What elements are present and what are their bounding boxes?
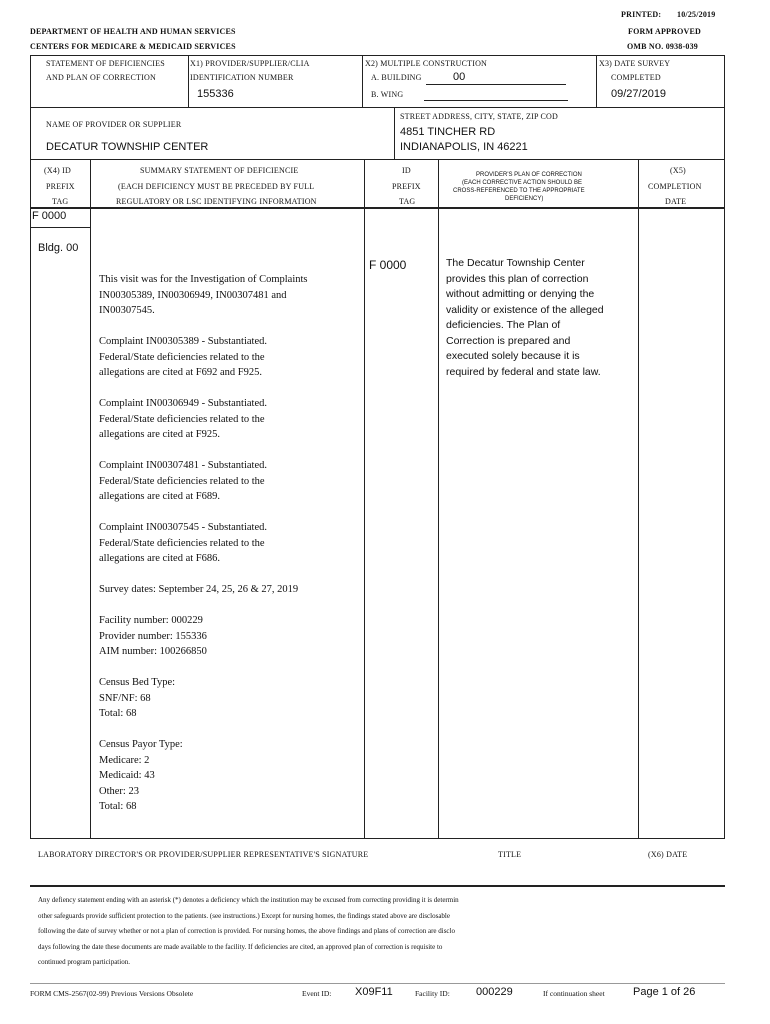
summary-line: Complaint IN00306949 - Substantiated. xyxy=(99,398,267,409)
statement-label-1: STATEMENT OF DEFICIENCIES xyxy=(46,59,165,68)
x1-label-1: X1) PROVIDER/SUPPLIER/CLIA xyxy=(190,59,310,68)
x5-label-3: DATE xyxy=(665,197,687,206)
x5-label-2: COMPLETION xyxy=(648,182,702,191)
poc-label-1: PROVIDER'S PLAN OF CORRECTION xyxy=(476,172,582,178)
id-label-2: PREFIX xyxy=(392,182,421,191)
summary-line: Medicaid: 43 xyxy=(99,770,155,781)
poc-line: provides this plan of correction xyxy=(446,272,589,285)
building-tag: Bldg. 00 xyxy=(38,242,79,254)
department-title: DEPARTMENT OF HEALTH AND HUMAN SERVICES xyxy=(30,27,236,36)
omb-number: OMB NO. 0938-039 xyxy=(627,42,698,51)
summary-line: Federal/State deficiencies related to the xyxy=(99,351,265,363)
summary-line: Total: 68 xyxy=(99,708,137,719)
printed-date: 10/25/2019 xyxy=(677,10,716,19)
table-bottom-rule xyxy=(30,838,725,839)
summary-line: Complaint IN00305389 - Substantiated. xyxy=(99,336,267,347)
summary-line: SNF/NF: 68 xyxy=(99,692,151,704)
disclaimer-line: continued program participation. xyxy=(38,958,130,966)
x1-label-2: IDENTIFICATION NUMBER xyxy=(190,73,294,82)
summary-line: Complaint IN00307545 - Substantiated. xyxy=(99,522,267,533)
tag-underline xyxy=(30,227,91,228)
columns-bottom-rule xyxy=(30,207,725,209)
signature-label: LABORATORY DIRECTOR'S OR PROVIDER/SUPPLIER REPRESENTATIVE'S SIGNATURE xyxy=(38,850,369,859)
provider-name-label: NAME OF PROVIDER OR SUPPLIER xyxy=(46,120,182,129)
summary-paragraph xyxy=(99,737,308,815)
continuation-label: If continuation sheet xyxy=(543,989,605,998)
deficiency-tag: F 0000 xyxy=(32,210,67,222)
x4-label-2: PREFIX xyxy=(46,182,75,191)
summary-line: Federal/State deficiencies related to the xyxy=(99,537,265,549)
summary-line: allegations are cited at F925. xyxy=(99,429,221,440)
address-line-2: INDIANAPOLIS, IN 46221 xyxy=(400,141,528,153)
box2-divider xyxy=(394,107,395,159)
wing-label: B. WING xyxy=(371,90,404,99)
page-number: Page 1 of 26 xyxy=(633,986,696,998)
poc-line: Correction is prepared and xyxy=(446,334,571,347)
summary-statement xyxy=(99,272,308,830)
x4-label-1: (X4) ID xyxy=(44,166,71,175)
disclaimer-line: following the date of survey whether or not a plan of correction is provided. For nursing homes, the above findings and plans of correction are disclo xyxy=(38,927,455,935)
footer-rule xyxy=(30,983,725,984)
summary-line: Survey dates: September 24, 25, 26 & 27, 2019 xyxy=(99,584,299,595)
wing-underline xyxy=(424,100,568,101)
box2-right-rule xyxy=(724,107,725,159)
summary-line: AIM number: 100266850 xyxy=(99,646,207,657)
summary-line: This visit was for the Investigation of Complaints xyxy=(99,274,308,285)
provider-name: DECATUR TOWNSHIP CENTER xyxy=(46,141,209,153)
poc-id-tag: F 0000 xyxy=(369,258,407,272)
id-label-1: ID xyxy=(402,166,411,175)
id-label-3: TAG xyxy=(399,197,416,206)
event-id-value: X09F11 xyxy=(355,986,393,998)
box2-top-rule xyxy=(30,107,725,108)
summary-line: Other: 23 xyxy=(99,785,139,797)
statement-label-2: AND PLAN OF CORRECTION xyxy=(46,73,156,82)
summary-line: Facility number: 000229 xyxy=(99,615,203,626)
building-underline xyxy=(426,84,566,85)
building-value: 00 xyxy=(453,71,466,83)
plan-of-correction xyxy=(446,256,636,380)
disclaimer-line: Any defiency statement ending with an asterisk (*) denotes a deficiency which the institution may be excused from correcting providing it is determin xyxy=(38,896,459,904)
columns-top-rule xyxy=(30,159,725,160)
box1-top-rule xyxy=(30,55,725,56)
summary-line: IN00307545. xyxy=(99,305,155,316)
summary-paragraph xyxy=(99,458,308,505)
summary-line: allegations are cited at F689. xyxy=(99,491,221,502)
box2-left-rule xyxy=(30,107,31,159)
x5-label-1: (X5) xyxy=(670,166,686,175)
facility-id-label: Facility ID: xyxy=(415,989,450,998)
summary-line: Federal/State deficiencies related to the xyxy=(99,475,265,487)
box1-left-rule xyxy=(30,55,31,107)
summary-line: Federal/State deficiencies related to the xyxy=(99,413,265,425)
poc-label-3: CROSS-REFERENCED TO THE APPROPRIATE xyxy=(453,188,585,194)
event-id-label: Event ID: xyxy=(302,989,332,998)
summary-paragraph xyxy=(99,675,308,722)
summary-line: allegations are cited at F686. xyxy=(99,553,221,564)
box1-right-rule xyxy=(724,55,725,107)
col-rule-id xyxy=(364,159,365,839)
disclaimer-line: days following the date these documents are made available to the facility. If deficiencies are cited, an approved plan of correction is requisite to xyxy=(38,942,443,951)
box1-divider-a xyxy=(188,55,189,107)
summary-label-1: SUMMARY STATEMENT OF DEFICIENCIE xyxy=(140,166,299,175)
poc-line: without admitting or denying the xyxy=(446,288,595,300)
box1-divider-c xyxy=(596,55,597,107)
disclaimer xyxy=(38,893,459,971)
summary-line: Total: 68 xyxy=(99,801,137,812)
poc-line: executed solely because it is xyxy=(446,350,580,362)
poc-line: deficiencies. The Plan of xyxy=(446,319,561,331)
summary-label-2: (EACH DEFICIENCY MUST BE PRECEDED BY FULL xyxy=(118,182,315,191)
col-rule-completion xyxy=(638,159,639,839)
address-label: STREET ADDRESS, CITY, STATE, ZIP COD xyxy=(400,112,558,121)
summary-line: Census Bed Type: xyxy=(99,677,176,688)
form-approved: FORM APPROVED xyxy=(628,27,702,36)
centers-title: CENTERS FOR MEDICARE & MEDICAID SERVICES xyxy=(30,42,236,51)
summary-paragraph xyxy=(99,520,308,567)
poc-line: required by federal and state law. xyxy=(446,365,601,378)
poc-line: validity or existence of the alleged xyxy=(446,303,604,316)
summary-line: allegations are cited at F692 and F925. xyxy=(99,367,263,378)
summary-line: Complaint IN00307481 - Substantiated. xyxy=(99,460,267,471)
summary-line: Medicare: 2 xyxy=(99,754,150,766)
x3-label-2: COMPLETED xyxy=(611,73,661,82)
x4-label-3: TAG xyxy=(52,197,69,206)
box1-divider-b xyxy=(362,55,363,107)
col-rule-poc xyxy=(438,159,439,839)
table-left-rule xyxy=(30,159,31,839)
poc-label-2: (EACH CORRECTIVE ACTION SHOULD BE xyxy=(462,180,583,186)
building-label: A. BUILDING xyxy=(371,73,422,82)
provider-number: 155336 xyxy=(197,88,234,100)
summary-paragraph xyxy=(99,396,308,443)
x2-label: X2) MULTIPLE CONSTRUCTION xyxy=(365,59,488,68)
col-rule-summary xyxy=(90,159,91,839)
summary-paragraph xyxy=(99,613,308,660)
summary-paragraph xyxy=(99,582,308,598)
signature-bottom-rule xyxy=(30,885,725,887)
printed-label: PRINTED: xyxy=(621,10,662,19)
survey-completed-date: 09/27/2019 xyxy=(611,88,667,100)
summary-label-3: REGULATORY OR LSC IDENTIFYING INFORMATION xyxy=(116,197,317,206)
x3-label-1: X3) DATE SURVEY xyxy=(599,59,671,68)
signature-title: TITLE xyxy=(498,850,522,859)
form-number: FORM CMS-2567(02-99) Previous Versions Obsolete xyxy=(30,989,194,998)
summary-line: Provider number: 155336 xyxy=(99,630,207,642)
address-line-1: 4851 TINCHER RD xyxy=(400,126,496,138)
summary-line: Census Payor Type: xyxy=(99,739,183,750)
facility-id-value: 000229 xyxy=(476,986,513,998)
poc-line: The Decatur Township Center xyxy=(446,257,585,269)
poc-label-4: DEFICIENCY) xyxy=(505,196,544,202)
summary-paragraph xyxy=(99,272,308,319)
summary-paragraph xyxy=(99,334,308,381)
signature-date: (X6) DATE xyxy=(648,850,688,859)
table-right-rule xyxy=(724,159,725,839)
summary-line: IN00305389, IN00306949, IN00307481 and xyxy=(99,289,287,301)
disclaimer-line: other safeguards provide sufficient protection to the patients. (see instructions.) Except for nursing homes, the findings stated above are disclosable xyxy=(38,911,450,920)
